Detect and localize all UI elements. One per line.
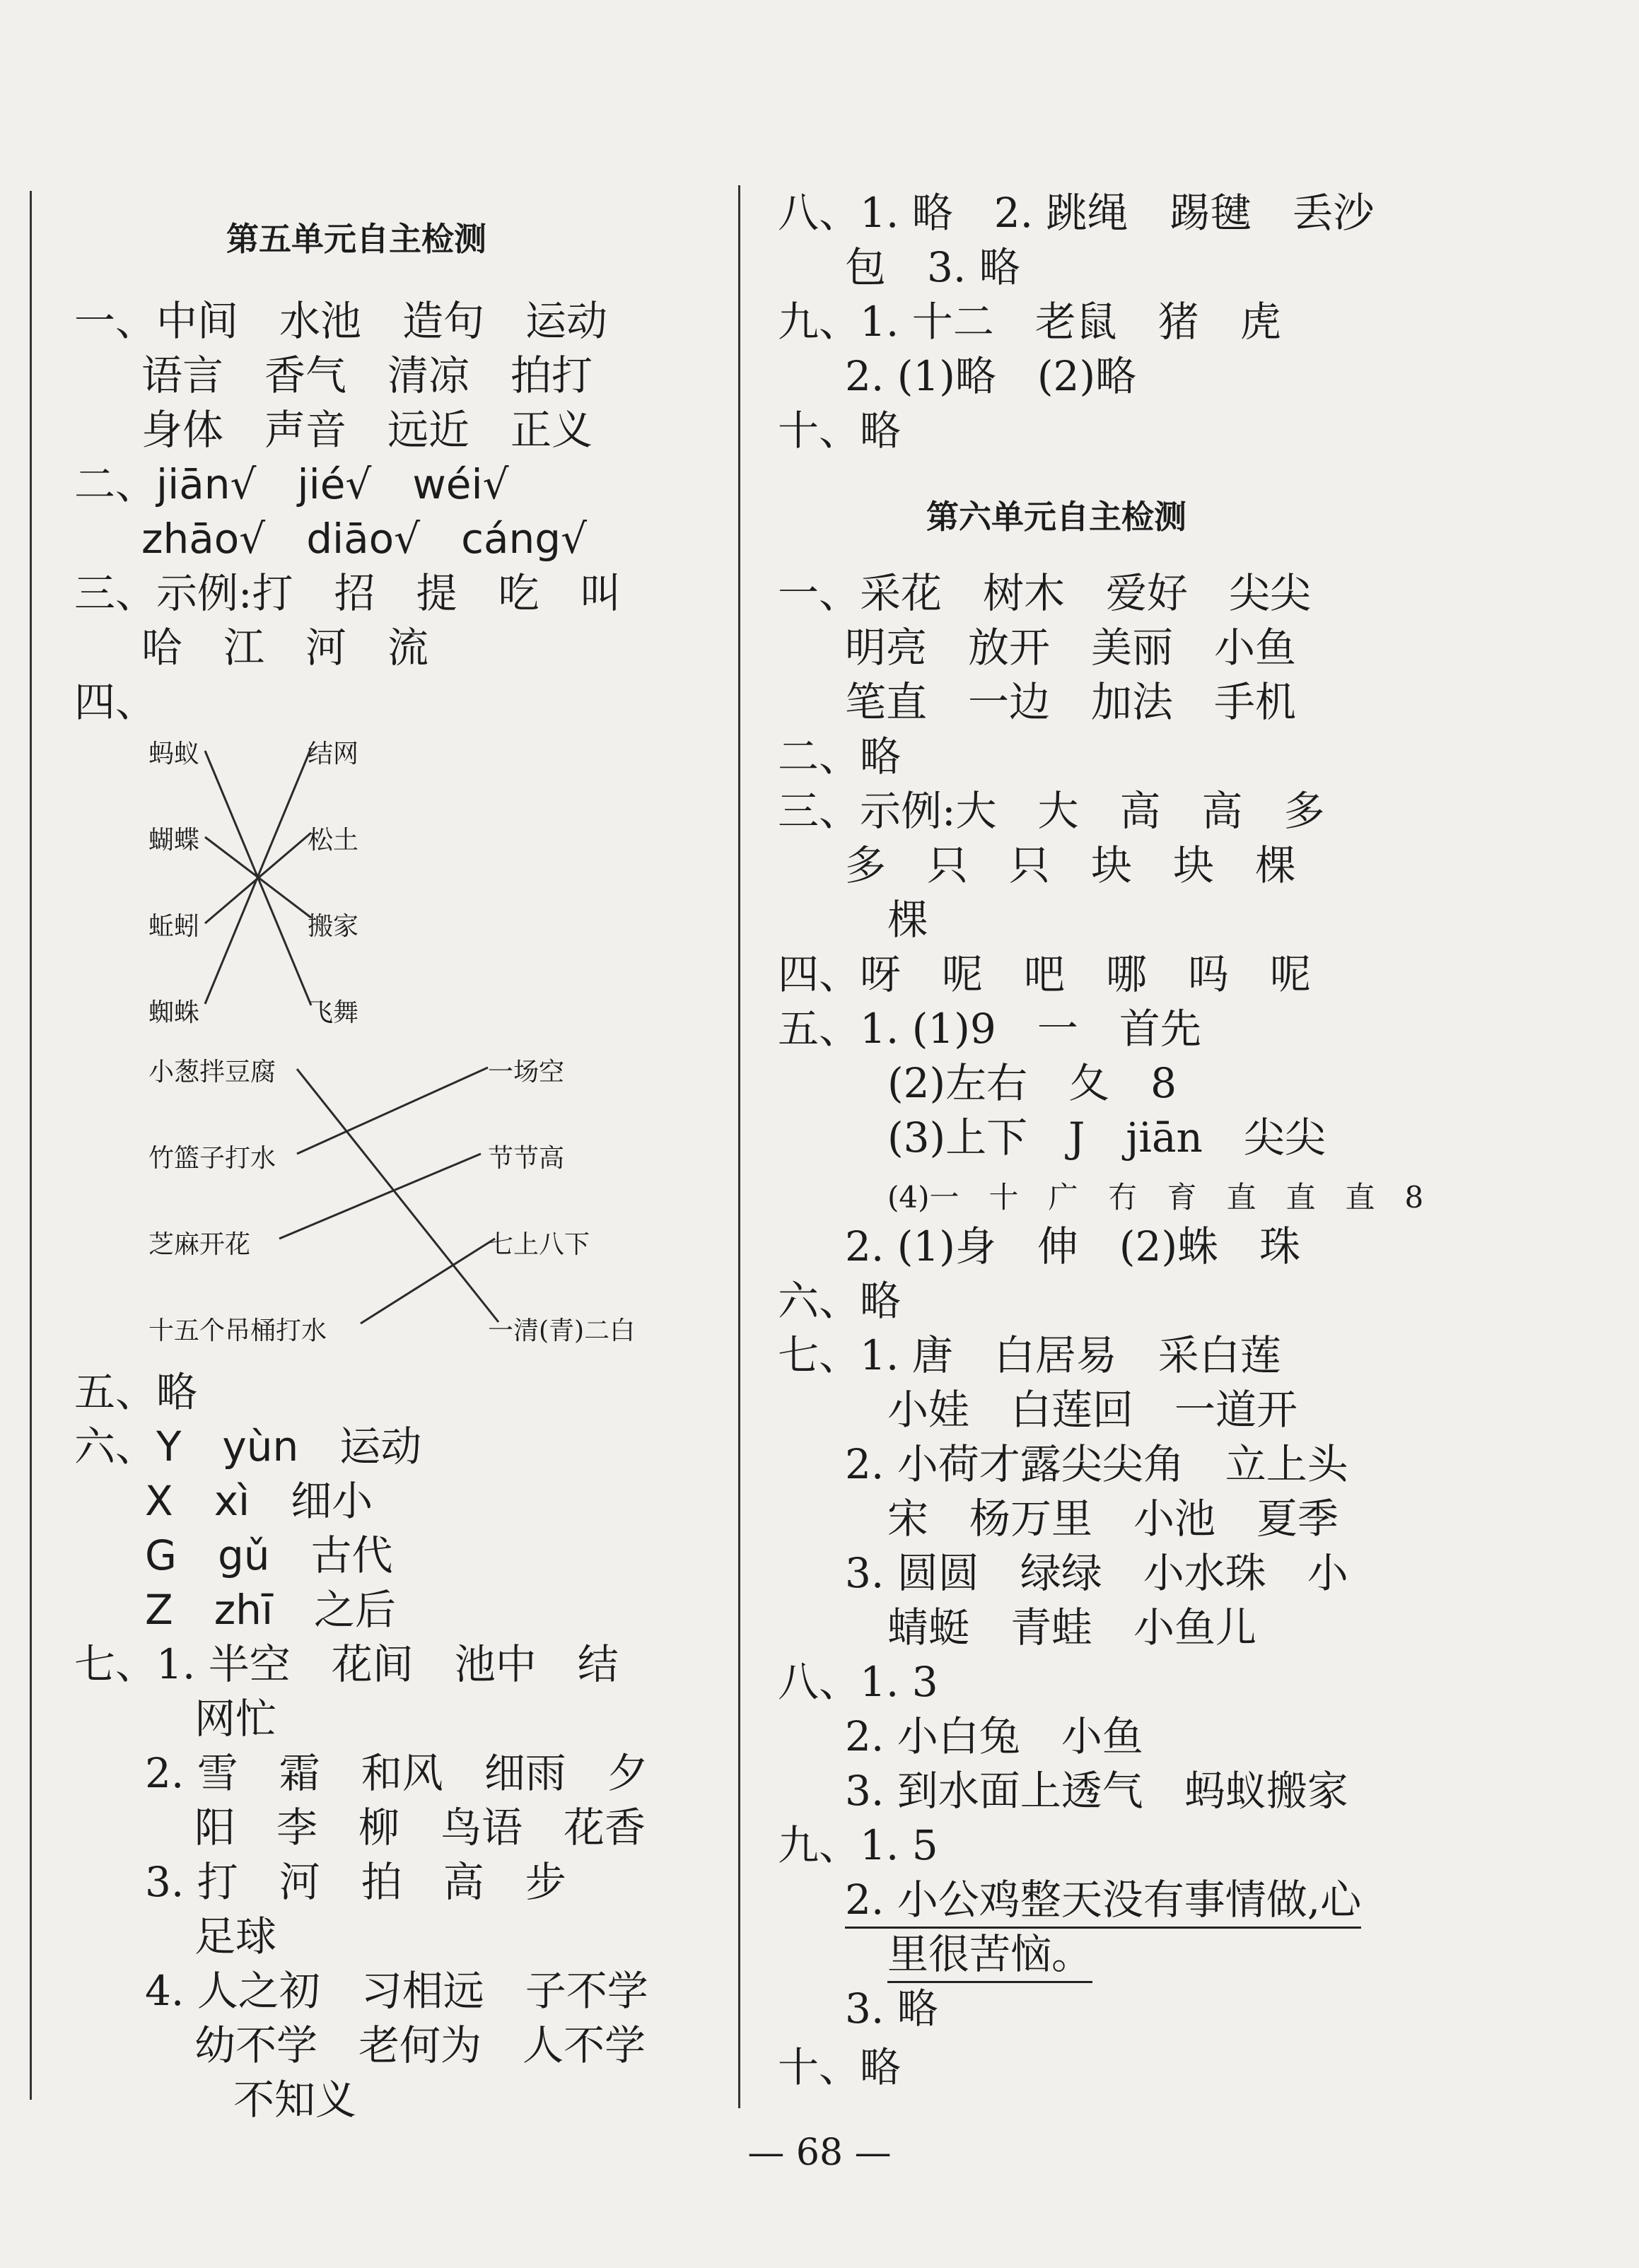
match1-left-item: 蚂蚁 (148, 740, 200, 768)
right-line: 笔直 一边 加法 手机 (845, 678, 1297, 726)
right-line: 3. 略 (845, 1984, 938, 2033)
underlined-answer: 2. 小公鸡整天没有事情做,心 (845, 1876, 1361, 1929)
left-line: 2. 雪 霜 和风 细雨 夕 (145, 1749, 648, 1797)
right-line: 明亮 放开 美丽 小鱼 (845, 624, 1297, 672)
match1-left-item: 蝴蝶 (148, 826, 200, 855)
right-line: 三、示例:大 大 高 高 多 (778, 787, 1325, 835)
right-line: 宋 杨万里 小池 夏季 (887, 1495, 1339, 1543)
left-line: 语言 香气 清凉 拍打 (141, 351, 593, 399)
match2-left-item: 芝麻开花 (148, 1230, 251, 1259)
right-line: 五、1. (1)9 一 首先 (778, 1005, 1201, 1053)
right-line: 2. (1)身 伸 (2)蛛 珠 (845, 1222, 1301, 1270)
left-line: 哈 江 河 流 (141, 624, 429, 672)
connector-line (361, 1239, 495, 1323)
right-line: 十、略 (778, 407, 902, 455)
left-line: G gǔ 古代 (145, 1531, 393, 1579)
match1-right-item: 搬家 (308, 912, 359, 941)
right-line: 九、1. 十二 老鼠 猪 虎 (778, 298, 1281, 346)
right-line: (4)一 十 广 冇 育 直 直 直 8 (887, 1180, 1424, 1215)
right-line: 蜻蜓 青蛙 小鱼儿 (887, 1603, 1257, 1652)
match2-right-item: 一场空 (488, 1058, 565, 1087)
connector-line (297, 1069, 498, 1322)
left-line: 网忙 (194, 1695, 277, 1743)
match1-right-item: 飞舞 (308, 998, 359, 1027)
match1-left-item: 蚯蚓 (148, 912, 200, 941)
left-line: 4. 人之初 习相远 子不学 (145, 1967, 648, 2015)
right-line: (2)左右 夂 8 (887, 1059, 1177, 1107)
left-line: 六、Y yùn 运动 (74, 1422, 422, 1471)
match2-right-item: 一清(青)二白 (488, 1316, 636, 1345)
right-line: 包 3. 略 (845, 243, 1020, 291)
left-line: 身体 声音 远近 正义 (141, 406, 593, 454)
underlined-answer: 里很苦恼。 (887, 1930, 1092, 1983)
right-line: 二、略 (778, 732, 902, 781)
right-line: 2. 小白兔 小鱼 (845, 1712, 1143, 1760)
right-line (887, 1927, 1092, 1982)
left-line: 足球 (194, 1912, 277, 1960)
right-line: 2. (1)略 (2)略 (845, 352, 1137, 400)
match1-right-item: 结网 (308, 740, 359, 768)
left-line: X xì 细小 (145, 1477, 373, 1525)
match2-left-item: 小葱拌豆腐 (148, 1058, 276, 1087)
left-line: 四、 (74, 678, 157, 726)
right-line: 六、略 (778, 1277, 902, 1325)
right-line: 七、1. 唐 白居易 采白莲 (778, 1331, 1281, 1379)
unit6-title: 第六单元自主检测 (926, 498, 1186, 536)
match2-left-item: 十五个吊桶打水 (148, 1316, 327, 1345)
left-line: Z zhī 之后 (145, 1586, 397, 1634)
left-line: 一、中间 水池 造句 运动 (74, 297, 608, 345)
left-line: 五、略 (74, 1368, 198, 1416)
match2-left-item: 竹篮子打水 (148, 1144, 276, 1173)
right-line: 十、略 (778, 2043, 902, 2091)
left-line: 三、示例:打 招 提 吃 叫 (74, 569, 622, 617)
right-line: 棵 (887, 896, 929, 944)
left-line: 七、1. 半空 花间 池中 结 (74, 1640, 619, 1688)
right-line: 3. 到水面上透气 蚂蚁搬家 (845, 1767, 1348, 1815)
match2-right-item: 节节高 (488, 1144, 565, 1173)
match1-right-item: 松土 (308, 826, 359, 855)
right-line: 小娃 白莲回 一道开 (887, 1386, 1298, 1434)
right-line: (3)上下 J jiān 尖尖 (887, 1113, 1326, 1162)
right-line: 四、呀 呢 吧 哪 吗 呢 (778, 950, 1312, 998)
connector-line (297, 1068, 488, 1154)
right-line: 八、1. 略 2. 跳绳 踢毽 丢沙 (778, 189, 1375, 237)
right-line: 多 只 只 块 块 棵 (845, 841, 1297, 889)
page-number: — 68 — (747, 2132, 892, 2174)
right-line: 2. 小荷才露尖尖角 立上头 (845, 1440, 1348, 1488)
left-line: 阳 李 柳 鸟语 花香 (194, 1804, 646, 1852)
left-line: 幼不学 老何为 人不学 (194, 2021, 646, 2069)
left-line: 不知义 (233, 2076, 357, 2124)
left-line: zhāo√ diāo√ cáng√ (141, 515, 588, 563)
match2-right-item: 七上八下 (488, 1230, 590, 1259)
right-line: 九、1. 5 (778, 1821, 938, 1869)
unit5-title: 第五单元自主检测 (226, 220, 486, 258)
match1-left-item: 蜘蛛 (148, 998, 200, 1027)
right-line: 3. 圆圆 绿绿 小水珠 小 (845, 1549, 1348, 1597)
connector-line (279, 1154, 481, 1239)
right-line (845, 1872, 1361, 1927)
right-line: 八、1. 3 (778, 1658, 938, 1706)
left-line: 3. 打 河 拍 高 步 (145, 1858, 566, 1906)
right-line: 一、采花 树木 爱好 尖尖 (778, 569, 1312, 617)
left-line: 二、jiān√ jié√ wéi√ (74, 460, 509, 508)
